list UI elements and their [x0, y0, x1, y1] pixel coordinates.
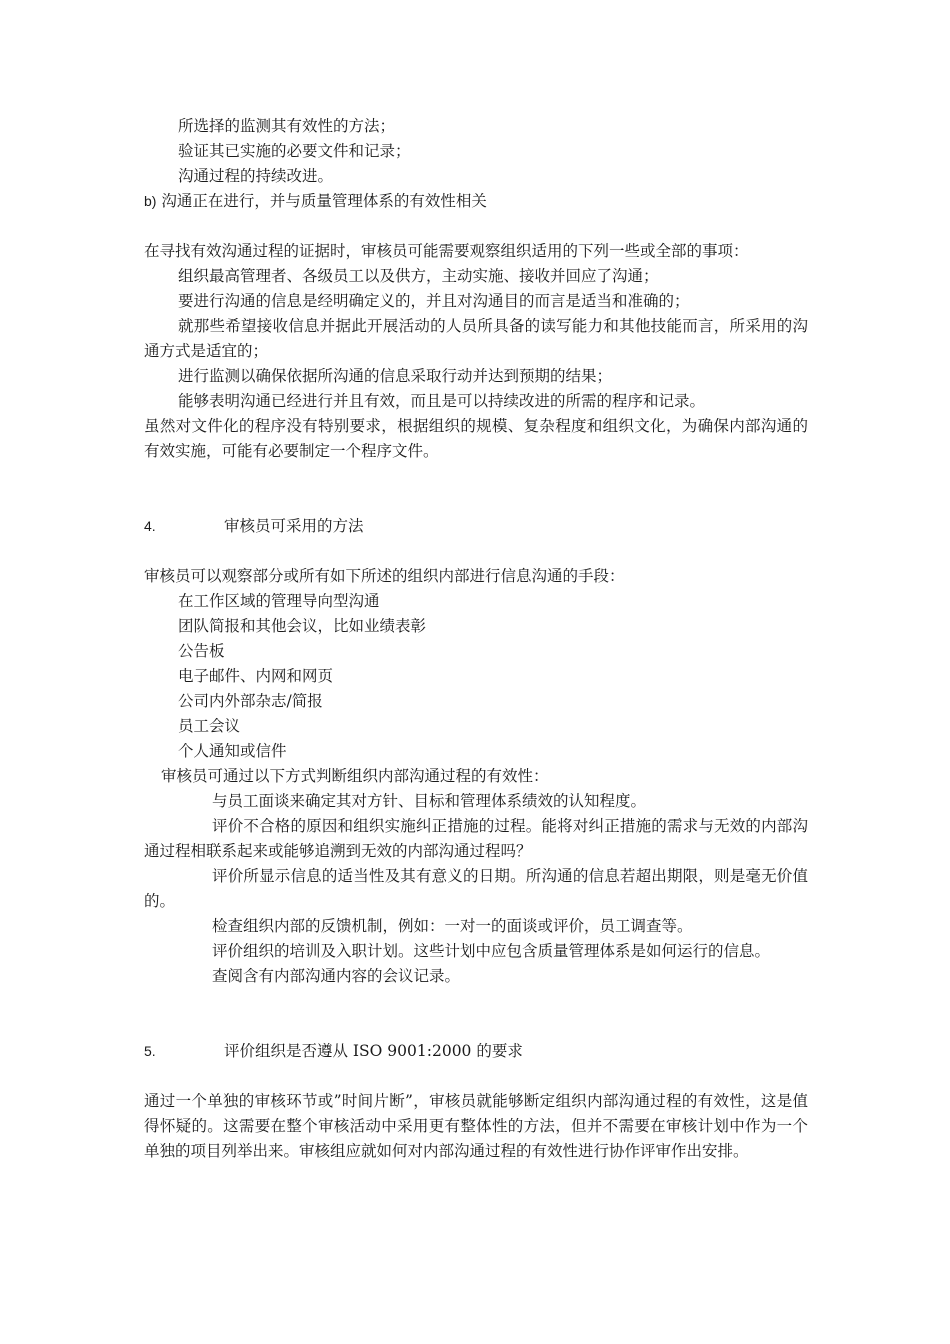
section5-body: 通过一个单独的审核环节或”时间片断”，审核员就能够断定组织内部沟通过程的有效性，这是值得怀疑的。这需要在整个审核活动中采用更有整体性的方法，但并不需要在审核计划中作为一个单独的项目列举出来。审核组应就如何对内部沟通过程的有效性进行协作评审作出安排。 — [144, 1092, 808, 1160]
section-title: 评价组织是否遵从 ISO 9001:2000 的要求 — [224, 1042, 523, 1060]
list-item: 就那些希望接收信息并据此开展活动的人员所具备的读写能力和其他技能而言，所采用的沟通方式是适宜的； — [144, 317, 808, 360]
list-item: 要进行沟通的信息是经明确定义的，并且对沟通目的而言是适当和准确的； — [178, 292, 690, 310]
list-item: 公司内外部杂志/简报 — [178, 692, 323, 710]
document-page — [144, 114, 808, 1164]
item-b-label: b) — [144, 193, 157, 209]
list-item: 与员工面谈来确定其对方针、目标和管理体系绩效的认知程度。 — [212, 792, 647, 810]
list-item: 在工作区域的管理导向型沟通 — [178, 592, 380, 610]
list-item: 员工会议 — [178, 717, 241, 735]
section-heading — [144, 514, 808, 539]
list-item: 所选择的监测其有效性的方法； — [178, 117, 396, 135]
list-item: 检查组织内部的反馈机制，例如：一对一的面谈或评价，员工调查等。 — [212, 917, 693, 935]
closing-paragraph: 虽然对文件化的程序没有特别要求，根据组织的规模、复杂程度和组织文化，为确保内部沟通的有效实施，可能有必要制定一个程序文件。 — [144, 417, 808, 460]
list-item: 组织最高管理者、各级员工以及供方，主动实施、接收并回应了沟通； — [178, 267, 659, 285]
list-item: 评价组织的培训及入职计划。这些计划中应包含质量管理体系是如何运行的信息。 — [212, 942, 771, 960]
means-intro: 审核员可以观察部分或所有如下所述的组织内部进行信息沟通的手段： — [144, 567, 625, 585]
item-b-text: 沟通正在进行，并与质量管理体系的有效性相关 — [161, 192, 487, 210]
judge-intro: 审核员可通过以下方式判断组织内部沟通过程的有效性： — [161, 767, 549, 785]
section-heading — [144, 1039, 808, 1064]
section-title: 审核员可采用的方法 — [224, 517, 364, 535]
list-item: 验证其已实施的必要文件和记录； — [178, 142, 411, 160]
list-item: 沟通过程的持续改进。 — [178, 167, 334, 185]
list-item: 个人通知或信件 — [178, 742, 287, 760]
list-item: 查阅含有内部沟通内容的会议记录。 — [212, 967, 461, 985]
list-item: 评价所显示信息的适当性及其有意义的日期。所沟通的信息若超出期限，则是毫无价值的。 — [144, 867, 808, 910]
list-item: 能够表明沟通已经进行并且有效，而且是可以持续改进的所需的程序和记录。 — [178, 392, 706, 410]
list-item: 进行监测以确保依据所沟通的信息采取行动并达到预期的结果； — [178, 367, 613, 385]
list-item: 评价不合格的原因和组织实施纠正措施的过程。能将对纠正措施的需求与无效的内部沟通过程相联系起来或能够追溯到无效的内部沟通过程吗？ — [144, 817, 808, 860]
section-number: 4. — [144, 518, 156, 534]
evidence-intro: 在寻找有效沟通过程的证据时，审核员可能需要观察组织适用的下列一些或全部的事项： — [144, 242, 749, 260]
list-item: 公告板 — [178, 642, 225, 660]
list-item: 团队简报和其他会议，比如业绩表彰 — [178, 617, 427, 635]
list-item: 电子邮件、内网和网页 — [178, 667, 334, 685]
item-b — [144, 189, 808, 214]
section-number: 5. — [144, 1043, 156, 1059]
